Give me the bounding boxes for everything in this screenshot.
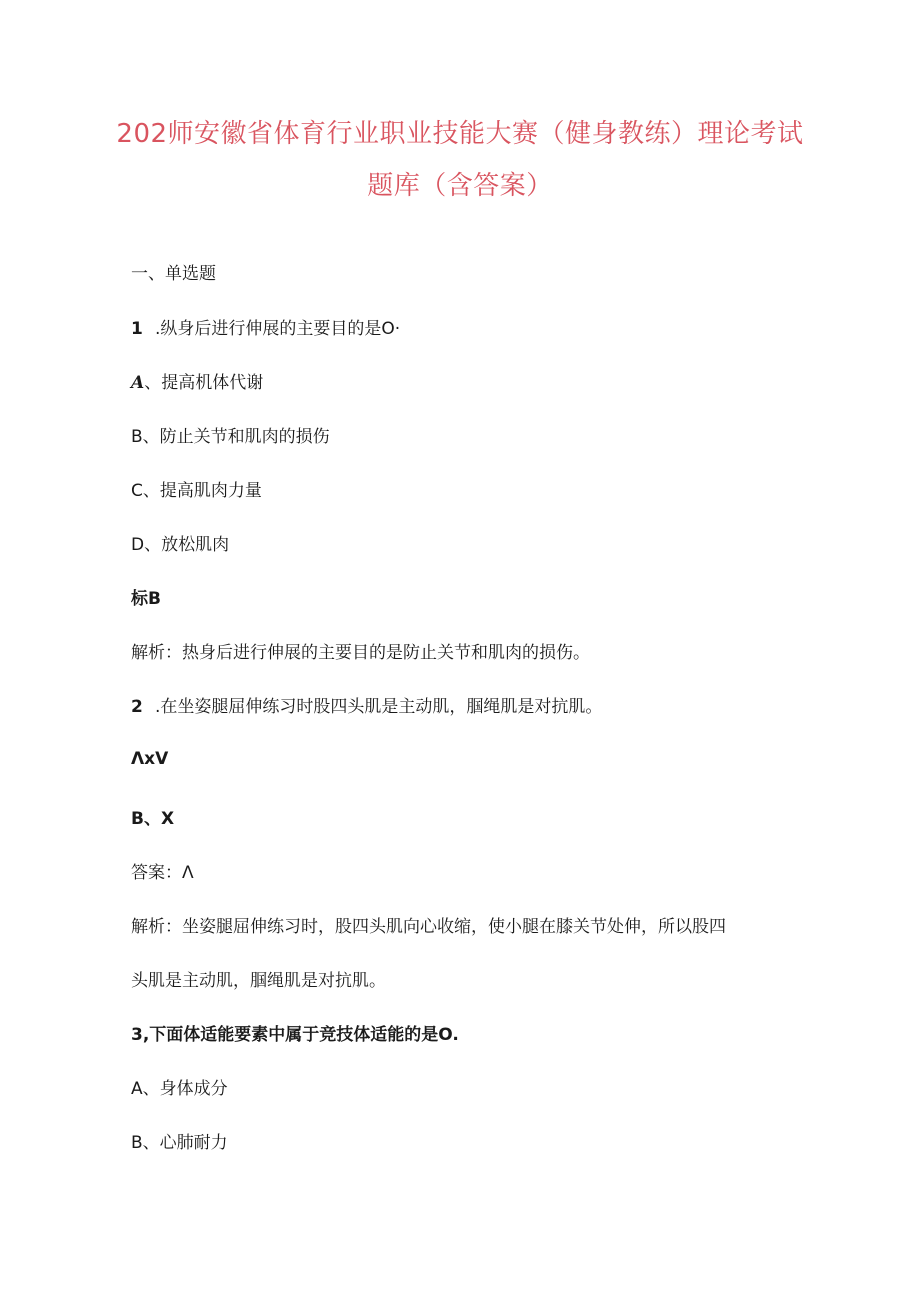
question-3-option-b: B、心肺耐力 <box>131 1133 228 1153</box>
question-1-answer: 标B <box>131 589 161 609</box>
question-1-explanation: 解析：热身后进行伸展的主要目的是防止关节和肌肉的损伤。 <box>131 643 590 663</box>
question-2-text: .在坐姿腿屈伸练习时股四头肌是主动肌，腘绳肌是对抗肌。 <box>155 697 603 717</box>
question-3-option-a: A、身体成分 <box>131 1079 228 1099</box>
question-1-option-b: B、防止关节和肌肉的损伤 <box>131 427 330 447</box>
question-1-option-d: D、放松肌肉 <box>131 535 230 555</box>
section-heading: 一、单选题 <box>131 264 216 284</box>
document-title-line-2: 题库（含答案） <box>367 171 553 201</box>
option-a-text: 、提高机体代谢 <box>144 373 264 393</box>
question-2 <box>131 696 602 718</box>
question-3: 3,下面体适能要素中属于竞技体适能的是O. <box>131 1025 459 1045</box>
question-2-explanation-line-2: 头肌是主动肌，腘绳肌是对抗肌。 <box>131 971 386 991</box>
document-title-line-1: 202师安徽省体育行业职业技能大赛（健身教练）理论考试 <box>116 119 804 149</box>
question-2-answer: 答案：Λ <box>131 863 194 883</box>
question-1 <box>131 318 400 340</box>
question-1-text: .纵身后进行伸展的主要目的是O· <box>155 319 401 339</box>
question-2-number: 2 <box>131 697 143 717</box>
option-a-letter: A <box>131 373 145 393</box>
question-1-option-a <box>131 372 263 394</box>
question-1-number: 1 <box>131 319 143 339</box>
question-2-explanation-line-1: 解析：坐姿腿屈伸练习时，股四头肌向心收缩，使小腿在膝关节处伸，所以股四 <box>131 917 726 937</box>
question-1-option-c: C、提高肌肉力量 <box>131 481 262 501</box>
question-2-option-a: ΛxV <box>131 749 169 769</box>
question-2-option-b: B、X <box>131 809 175 829</box>
